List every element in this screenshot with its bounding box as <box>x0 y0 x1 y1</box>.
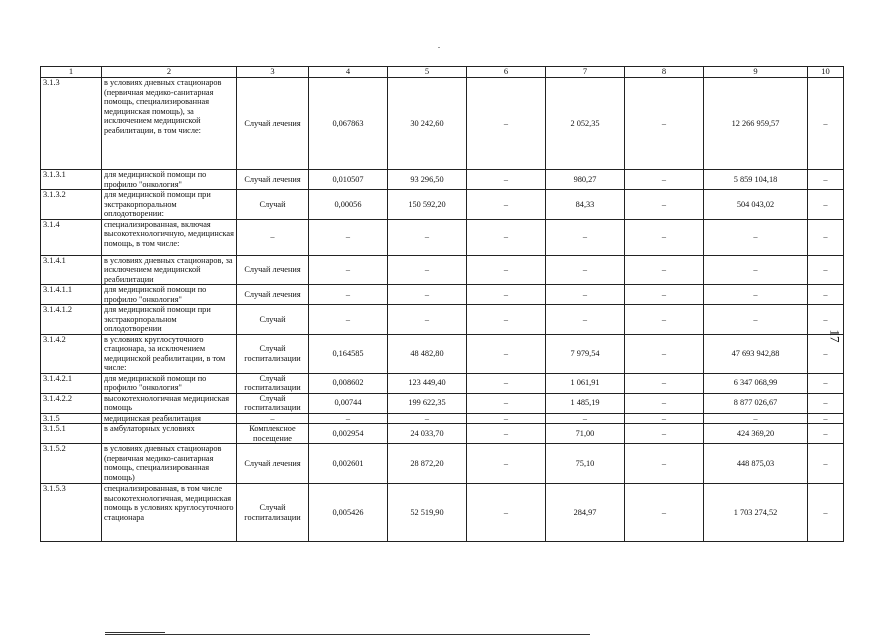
value-cell: 284,97 <box>546 484 625 542</box>
value-cell: – <box>309 219 388 255</box>
row-name-cell: в условиях круглосуточного стационара, за исключением медицинской реабилитации, в том числе: <box>102 334 237 373</box>
value-cell: – <box>309 285 388 305</box>
unit-cell: – <box>237 219 309 255</box>
value-cell: 123 449,40 <box>388 373 467 393</box>
value-cell: – <box>704 255 808 285</box>
header-cell: 3 <box>237 67 309 78</box>
header-row <box>41 67 844 78</box>
row-name-cell: высокотехнологичная медицинская помощь <box>102 393 237 413</box>
row-name-cell: для медицинской помощи по профилю "онкология" <box>102 170 237 190</box>
value-cell: – <box>625 424 704 444</box>
value-cell: – <box>467 190 546 220</box>
header-cell: 4 <box>309 67 388 78</box>
row-code-cell: 3.1.3 <box>41 78 102 170</box>
value-cell: – <box>808 484 844 542</box>
value-cell: 30 242,60 <box>388 78 467 170</box>
header-cell: 2 <box>102 67 237 78</box>
unit-cell: Случай госпитализации <box>237 393 309 413</box>
value-cell: – <box>625 484 704 542</box>
value-cell: 448 875,03 <box>704 444 808 484</box>
row-code-cell: 3.1.4.2.1 <box>41 373 102 393</box>
unit-cell: Случай госпитализации <box>237 334 309 373</box>
value-cell: – <box>625 219 704 255</box>
value-cell: – <box>625 285 704 305</box>
value-cell: – <box>625 170 704 190</box>
value-cell: 47 693 942,88 <box>704 334 808 373</box>
value-cell: – <box>546 305 625 335</box>
value-cell: – <box>625 413 704 424</box>
row-code-cell: 3.1.5.3 <box>41 484 102 542</box>
header-cell: 5 <box>388 67 467 78</box>
value-cell: – <box>388 255 467 285</box>
value-cell: – <box>309 305 388 335</box>
row-name-cell: в амбулаторных условиях <box>102 424 237 444</box>
row-name-cell: в условиях дневных стационаров (первичная медико-санитарная помощь, специализированная помощь) <box>102 444 237 484</box>
table-row <box>41 78 844 170</box>
value-cell: – <box>467 170 546 190</box>
unit-cell: Комплексное посещение <box>237 424 309 444</box>
value-cell: – <box>467 373 546 393</box>
value-cell: 504 043,02 <box>704 190 808 220</box>
row-name-cell: для медицинской помощи по профилю "онкология" <box>102 373 237 393</box>
value-cell: – <box>467 424 546 444</box>
value-cell: 0,00056 <box>309 190 388 220</box>
value-cell: – <box>467 393 546 413</box>
data-table <box>40 66 844 542</box>
unit-cell: Случай лечения <box>237 78 309 170</box>
table-row <box>41 190 844 220</box>
value-cell: 980,27 <box>546 170 625 190</box>
row-name-cell: в условиях дневных стационаров (первичная медико-санитарная помощь, специализированная медицинская помощь), за исключением медицинской реабилитации, в том числе: <box>102 78 237 170</box>
header-cell: 7 <box>546 67 625 78</box>
footer-rule <box>105 634 590 635</box>
value-cell: – <box>808 170 844 190</box>
value-cell: – <box>808 219 844 255</box>
value-cell: – <box>467 255 546 285</box>
table-row <box>41 424 844 444</box>
row-name-cell: в условиях дневных стационаров, за исключением медицинской реабилитации <box>102 255 237 285</box>
value-cell: – <box>388 413 467 424</box>
row-name-cell: специализированная, в том числе высокотехнологичная, медицинская помощь в условиях круглосуточного стационара <box>102 484 237 542</box>
value-cell: 1 485,19 <box>546 393 625 413</box>
value-cell: – <box>388 305 467 335</box>
value-cell: – <box>467 78 546 170</box>
unit-cell: Случай лечения <box>237 444 309 484</box>
unit-cell: Случай <box>237 305 309 335</box>
table-row <box>41 334 844 373</box>
value-cell: – <box>467 285 546 305</box>
value-cell: 0,008602 <box>309 373 388 393</box>
value-cell: – <box>625 444 704 484</box>
page-number: 17 <box>827 329 843 343</box>
value-cell: – <box>467 305 546 335</box>
row-name-cell: для медицинской помощи при экстракорпоральном оплодотворении <box>102 305 237 335</box>
row-code-cell: 3.1.4 <box>41 219 102 255</box>
unit-cell: Случай <box>237 190 309 220</box>
header-cell: 1 <box>41 67 102 78</box>
value-cell: – <box>808 190 844 220</box>
value-cell: – <box>625 334 704 373</box>
value-cell: – <box>467 444 546 484</box>
scan-speck <box>438 47 440 48</box>
value-cell: – <box>625 190 704 220</box>
value-cell: 93 296,50 <box>388 170 467 190</box>
value-cell: 2 052,35 <box>546 78 625 170</box>
value-cell: – <box>625 393 704 413</box>
value-cell: – <box>808 373 844 393</box>
table-row <box>41 285 844 305</box>
value-cell: – <box>808 393 844 413</box>
table-row <box>41 373 844 393</box>
value-cell: – <box>625 305 704 335</box>
row-name-cell: для медицинской помощи по профилю "онкология" <box>102 285 237 305</box>
value-cell: – <box>388 285 467 305</box>
value-cell: 0,002954 <box>309 424 388 444</box>
table-row <box>41 484 844 542</box>
value-cell: – <box>467 413 546 424</box>
value-cell: – <box>808 78 844 170</box>
value-cell: 75,10 <box>546 444 625 484</box>
value-cell: – <box>625 373 704 393</box>
value-cell: 84,33 <box>546 190 625 220</box>
value-cell: 28 872,20 <box>388 444 467 484</box>
value-cell: 5 859 104,18 <box>704 170 808 190</box>
value-cell: – <box>467 219 546 255</box>
table-row <box>41 255 844 285</box>
row-code-cell: 3.1.4.2.2 <box>41 393 102 413</box>
value-cell: 24 033,70 <box>388 424 467 444</box>
header-cell: 9 <box>704 67 808 78</box>
value-cell: 424 369,20 <box>704 424 808 444</box>
value-cell: – <box>309 255 388 285</box>
unit-cell: Случай лечения <box>237 255 309 285</box>
value-cell: – <box>704 305 808 335</box>
value-cell: 6 347 068,99 <box>704 373 808 393</box>
header-cell: 8 <box>625 67 704 78</box>
row-code-cell: 3.1.4.1 <box>41 255 102 285</box>
unit-cell: Случай лечения <box>237 285 309 305</box>
value-cell: 0,010507 <box>309 170 388 190</box>
header-cell: 6 <box>467 67 546 78</box>
unit-cell: Случай госпитализации <box>237 484 309 542</box>
value-cell: – <box>808 285 844 305</box>
value-cell: 0,005426 <box>309 484 388 542</box>
unit-cell: Случай лечения <box>237 170 309 190</box>
value-cell: – <box>546 219 625 255</box>
row-name-cell: для медицинской помощи при экстракорпоральном оплодотворении: <box>102 190 237 220</box>
value-cell: – <box>625 255 704 285</box>
table-row <box>41 413 844 424</box>
value-cell: – <box>808 424 844 444</box>
value-cell: – <box>808 305 844 335</box>
value-cell: 71,00 <box>546 424 625 444</box>
unit-cell: – <box>237 413 309 424</box>
value-cell: – <box>546 255 625 285</box>
value-cell: 12 266 959,57 <box>704 78 808 170</box>
row-code-cell: 3.1.5 <box>41 413 102 424</box>
value-cell: 0,164585 <box>309 334 388 373</box>
header-cell: 10 <box>808 67 844 78</box>
table-row <box>41 170 844 190</box>
value-cell: 0,067863 <box>309 78 388 170</box>
value-cell: – <box>467 334 546 373</box>
unit-cell: Случай госпитализации <box>237 373 309 393</box>
table-row <box>41 219 844 255</box>
value-cell: – <box>808 413 844 424</box>
value-cell: – <box>467 484 546 542</box>
row-code-cell: 3.1.4.2 <box>41 334 102 373</box>
value-cell: 8 877 026,67 <box>704 393 808 413</box>
value-cell: 0,002601 <box>309 444 388 484</box>
row-name-cell: специализированная, включая высокотехнологичную, медицинская помощь, в том числе: <box>102 219 237 255</box>
value-cell: 1 061,91 <box>546 373 625 393</box>
value-cell: – <box>704 219 808 255</box>
value-cell: 199 622,35 <box>388 393 467 413</box>
table-row <box>41 393 844 413</box>
row-code-cell: 3.1.5.1 <box>41 424 102 444</box>
value-cell: – <box>808 444 844 484</box>
table-row <box>41 305 844 335</box>
value-cell: – <box>309 413 388 424</box>
value-cell: – <box>704 413 808 424</box>
value-cell: – <box>625 78 704 170</box>
value-cell: – <box>808 255 844 285</box>
footer-rule-short <box>105 632 165 633</box>
row-code-cell: 3.1.4.1.1 <box>41 285 102 305</box>
value-cell: 7 979,54 <box>546 334 625 373</box>
value-cell: – <box>704 285 808 305</box>
row-code-cell: 3.1.3.1 <box>41 170 102 190</box>
value-cell: – <box>546 413 625 424</box>
value-cell: – <box>808 334 844 373</box>
value-cell: – <box>388 219 467 255</box>
table-row <box>41 444 844 484</box>
value-cell: 150 592,20 <box>388 190 467 220</box>
row-code-cell: 3.1.3.2 <box>41 190 102 220</box>
value-cell: 52 519,90 <box>388 484 467 542</box>
row-code-cell: 3.1.5.2 <box>41 444 102 484</box>
value-cell: 48 482,80 <box>388 334 467 373</box>
row-code-cell: 3.1.4.1.2 <box>41 305 102 335</box>
value-cell: – <box>546 285 625 305</box>
value-cell: 0,00744 <box>309 393 388 413</box>
row-name-cell: медицинская реабилитация <box>102 413 237 424</box>
value-cell: 1 703 274,52 <box>704 484 808 542</box>
